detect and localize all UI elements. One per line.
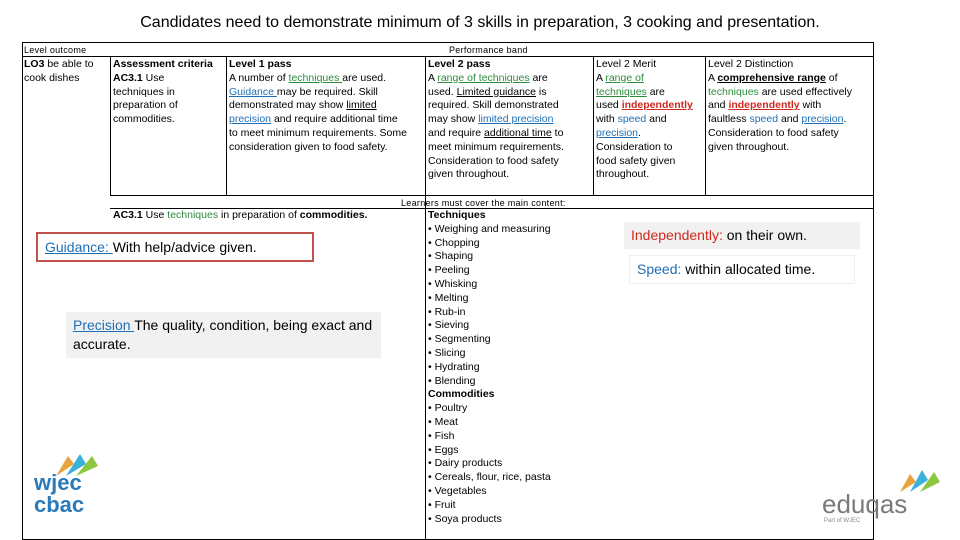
lo3-text: be able to xyxy=(44,58,94,70)
distinction-text: with xyxy=(799,99,822,112)
wjec-logo xyxy=(34,450,104,522)
technique-item: • Slicing xyxy=(428,346,466,359)
level2-text: and require xyxy=(428,126,485,139)
learners-heading: Learners must cover the main content: xyxy=(401,198,566,208)
criteria-text: preparation of xyxy=(113,99,178,112)
technique-item: • Rub-in xyxy=(428,305,466,318)
level2-text: is xyxy=(536,85,547,98)
merit-text: speed xyxy=(617,113,647,126)
merit-text: independently xyxy=(621,99,693,112)
ac31-text: in preparation of xyxy=(218,209,300,221)
distinction-text: given throughout. xyxy=(708,140,790,153)
independently-box xyxy=(624,222,860,249)
level2-text: given throughout. xyxy=(428,168,510,181)
level2-text: required. Skill demonstrated xyxy=(428,99,559,112)
level1-text: limited xyxy=(346,99,377,112)
level1-text: Guidance xyxy=(229,85,277,98)
commodity-item: • Fish xyxy=(428,429,455,442)
precision-box xyxy=(66,312,381,358)
merit-text: with xyxy=(596,113,618,126)
level-outcome-cell xyxy=(24,58,93,86)
distinction-text: . xyxy=(843,113,847,126)
lo3-text-2: cook dishes xyxy=(24,71,80,84)
content-list xyxy=(428,209,551,526)
merit-text: precision xyxy=(596,126,639,139)
merit-text: food safety given xyxy=(596,154,676,167)
level2-text: to xyxy=(551,126,564,139)
distinction-text: and xyxy=(708,99,729,112)
guidance-box xyxy=(36,232,314,262)
level2-text: Limited guidance xyxy=(456,85,536,98)
level2-cell xyxy=(428,58,564,182)
distinction-text: are used effectively xyxy=(758,85,852,98)
level2-text: range of techniques xyxy=(437,71,530,84)
speed-text: within allocated time. xyxy=(681,261,816,277)
guidance-term: Guidance: xyxy=(45,239,113,255)
level2-text: A xyxy=(428,71,438,84)
technique-item: • Whisking xyxy=(428,277,478,290)
criteria-text: commodities. xyxy=(113,113,175,126)
merit-cell xyxy=(596,58,693,182)
distinction-header: Level 2 Distinction xyxy=(708,58,794,70)
distinction-text: techniques xyxy=(708,85,759,98)
merit-text: . xyxy=(638,126,641,139)
criteria-header: Assessment criteria xyxy=(113,58,213,70)
commodities-list xyxy=(428,402,551,526)
technique-item: • Melting xyxy=(428,291,469,304)
distinction-text: speed xyxy=(749,113,779,126)
eduqas-logo xyxy=(822,468,942,528)
distinction-text: A xyxy=(708,71,718,84)
merit-header: Level 2 Merit xyxy=(596,58,657,70)
technique-item: • Shaping xyxy=(428,250,474,263)
level2-text: limited precision xyxy=(478,113,554,126)
level1-text: precision xyxy=(229,113,272,126)
distinction-text: faultless xyxy=(708,113,750,126)
technique-item: • Chopping xyxy=(428,236,480,249)
cbac-text: cbac xyxy=(34,492,85,517)
technique-item: • Peeling xyxy=(428,264,470,277)
merit-text: and xyxy=(646,113,667,126)
level1-text: techniques xyxy=(288,71,343,84)
technique-item: • Hydrating xyxy=(428,360,480,373)
guidance-text: With help/advice given. xyxy=(112,239,257,255)
independently-text: on their own. xyxy=(722,227,807,243)
speed-term: Speed: xyxy=(637,261,682,277)
level1-text: and require additional time xyxy=(271,113,398,126)
performance-band-header: Performance band xyxy=(449,45,528,55)
level2-text: Consideration to food safety xyxy=(428,154,559,167)
merit-text: throughout. xyxy=(596,168,650,181)
merit-text: range of xyxy=(605,71,644,84)
level1-text: consideration given to food safety. xyxy=(229,140,388,153)
level2-text: are xyxy=(529,71,548,84)
level2-header: Level 2 pass xyxy=(428,58,491,70)
merit-text: are xyxy=(646,85,665,98)
speed-box xyxy=(630,256,854,283)
criteria-text: techniques in xyxy=(113,85,175,98)
distinction-text: and xyxy=(778,113,802,126)
commodity-item: • Soya products xyxy=(428,512,502,525)
criteria-text: Use xyxy=(142,71,165,84)
ac31-statement xyxy=(113,209,367,223)
merit-text: used xyxy=(596,99,622,112)
distinction-text: independently xyxy=(728,99,800,112)
eduqas-subtitle: Part of WJEC xyxy=(824,518,861,524)
level2-text: additional time xyxy=(484,126,552,139)
distinction-text: Consideration to food safety xyxy=(708,126,839,139)
commodity-item: • Dairy products xyxy=(428,457,503,470)
merit-text: techniques xyxy=(596,85,647,98)
commodity-item: • Cereals, flour, rice, pasta xyxy=(428,471,551,484)
precision-text: The quality, condition, being exact and accurate. xyxy=(73,317,373,352)
technique-item: • Weighing and measuring xyxy=(428,222,551,235)
level1-header: Level 1 pass xyxy=(229,58,292,70)
techniques-list xyxy=(428,223,551,389)
level1-text: are used. xyxy=(342,71,387,84)
commodities-heading: Commodities xyxy=(428,388,495,401)
ac31-text: commodities. xyxy=(299,209,368,221)
independently-term: Independently: xyxy=(631,227,723,243)
merit-text: Consideration to xyxy=(596,140,673,153)
level-outcome-header: Level outcome xyxy=(24,45,87,55)
level1-text: demonstrated may show xyxy=(229,99,347,112)
level1-text: to meet minimum requirements. Some xyxy=(229,126,407,139)
commodity-item: • Meat xyxy=(428,415,458,428)
ac31-label: AC3.1 xyxy=(113,71,143,84)
level1-text: may be required. Skill xyxy=(276,85,378,98)
merit-text: A xyxy=(596,71,606,84)
criteria-cell xyxy=(113,58,213,127)
techniques-heading: Techniques xyxy=(428,209,486,221)
level2-text: used. xyxy=(428,85,457,98)
precision-term: Precision xyxy=(73,317,135,333)
distinction-text: of xyxy=(825,71,838,84)
level1-cell xyxy=(229,58,407,155)
technique-item: • Segmenting xyxy=(428,333,491,346)
level1-text: A number of xyxy=(229,71,289,84)
level2-text: meet minimum requirements. xyxy=(428,140,564,153)
distinction-cell xyxy=(708,58,852,155)
distinction-text: precision xyxy=(801,113,844,126)
commodity-item: • Vegetables xyxy=(428,484,487,497)
commodity-item: • Eggs xyxy=(428,443,459,456)
technique-item: • Sieving xyxy=(428,319,470,332)
distinction-text: comprehensive range xyxy=(717,71,826,84)
page-title: Candidates need to demonstrate minimum of 3 skills in preparation, 3 cooking and presentation. xyxy=(140,14,820,31)
ac31-label: AC3.1 xyxy=(113,209,143,221)
ac31-text: techniques xyxy=(167,209,219,221)
level2-text: may show xyxy=(428,113,479,126)
wjec-text: wjec xyxy=(34,470,82,495)
technique-item: • Blending xyxy=(428,374,476,387)
commodity-item: • Poultry xyxy=(428,402,468,415)
ac31-text: Use xyxy=(142,209,168,221)
commodity-item: • Fruit xyxy=(428,498,456,511)
lo3-label: LO3 xyxy=(24,58,45,70)
wjec-wordmark xyxy=(34,472,84,516)
eduqas-wordmark: eduqas xyxy=(822,489,908,519)
